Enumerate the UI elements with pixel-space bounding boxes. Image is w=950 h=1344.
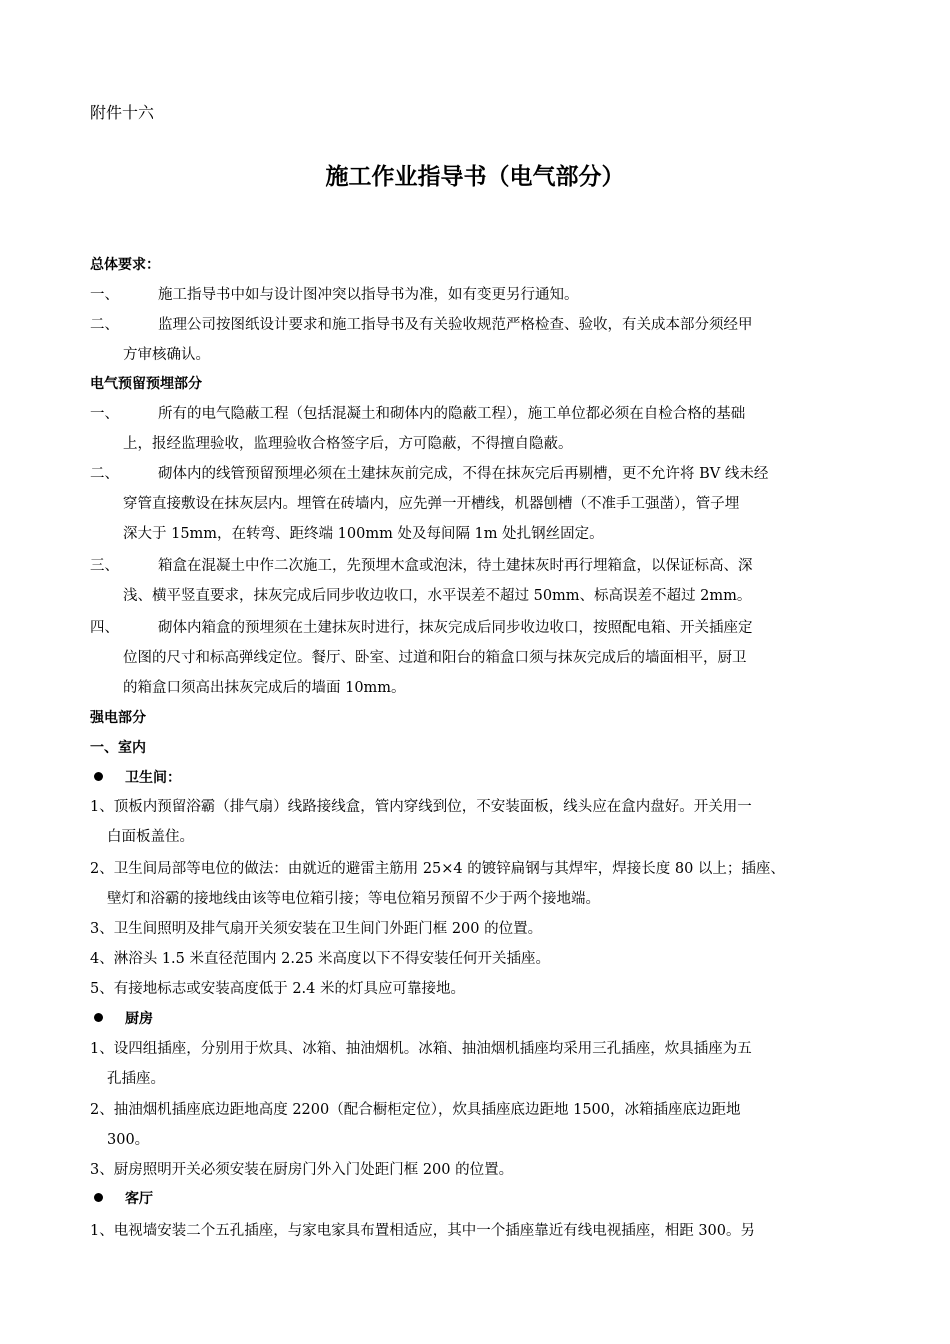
- bathroom-item-3: 3、卫生间照明及排气扇开关须安装在卫生间门外距门框 200 的位置。: [90, 921, 543, 937]
- bathroom-item-2: 2、卫生间局部等电位的做法：由就近的避雷主筋用 25×4 的镀锌扁钢与其焊牢，焊接长度 80 以上；插座、: [90, 861, 785, 877]
- embed-item-2: 二、 砌体内的线管预留预埋必须在土建抹灰前完成，不得在抹灰完后再剔槽，更不允许将 BV 线未经: [90, 466, 769, 482]
- embed-item-3: 三、 箱盒在混凝土中作二次施工，先预埋木盒或泡沫，待土建抹灰时再行埋箱盒，以保证标高、深: [90, 558, 753, 574]
- embed-item-4: 四、 砌体内箱盒的预埋须在土建抹灰时进行，抹灰完成后同步收边收口，按照配电箱、开关插座定: [90, 620, 753, 636]
- general-item-2-cont: 方审核确认。: [123, 347, 210, 363]
- living-item-1: 1、电视墙安装二个五孔插座，与家电家具布置相适应，其中一个插座靠近有线电视插座，相距 300。另: [90, 1223, 756, 1239]
- strong-sub-heading: 一、室内: [90, 740, 146, 756]
- bullet-icon: [94, 1193, 103, 1202]
- embed-item-1-cont: 上，报经监理验收，监理验收合格签字后，方可隐蔽，不得擅自隐蔽。: [123, 436, 573, 452]
- general-item-1: 一、 施工指导书中如与设计图冲突以指导书为准，如有变更另行通知。: [90, 287, 579, 303]
- bathroom-item-1: 1、顶板内预留浴霸（排气扇）线路接线盒，管内穿线到位，不安装面板，线头应在盒内盘好。开关用一: [90, 799, 752, 815]
- bathroom-item-5: 5、有接地标志或安装高度低于 2.4 米的灯具应可靠接地。: [90, 981, 466, 997]
- kitchen-item-2-cont: 300。: [107, 1132, 150, 1148]
- embed-heading: 电气预留预埋部分: [90, 376, 202, 392]
- general-item-2: 二、 监理公司按图纸设计要求和施工指导书及有关验收规范严格检查、验收，有关成本部分须经甲: [90, 317, 753, 333]
- attachment-label: 附件十六: [90, 103, 155, 122]
- bathroom-item-4: 4、淋浴头 1.5 米直径范围内 2.25 米高度以下不得安装任何开关插座。: [90, 951, 551, 967]
- embed-item-3-cont: 浅、横平竖直要求，抹灰完成后同步收边收口，水平误差不超过 50mm、标高误差不超过 2mm。: [123, 588, 752, 604]
- strong-heading: 强电部分: [90, 710, 146, 726]
- embed-item-2-cont: 穿管直接敷设在抹灰层内。埋管在砖墙内，应先弹一开槽线，机器刨槽（不准手工强凿），管子埋: [123, 496, 740, 512]
- living-heading: 客厅: [90, 1189, 153, 1209]
- bullet-icon: [94, 1013, 103, 1022]
- bathroom-item-2-cont: 壁灯和浴霸的接地线由该等电位箱引接；等电位箱另预留不少于两个接地端。: [107, 891, 600, 907]
- document-title: 施工作业指导书（电气部分）: [325, 164, 625, 190]
- embed-item-4-cont2: 的箱盒口须高出抹灰完成后的墙面 10mm。: [123, 680, 406, 696]
- embed-item-2-cont2: 深大于 15mm，在转弯、距终端 100mm 处及每间隔 1m 处扎钢丝固定。: [123, 526, 604, 542]
- embed-item-4-cont: 位图的尺寸和标高弹线定位。餐厅、卧室、过道和阳台的箱盒口须与抹灰完成后的墙面相平，厨卫: [123, 650, 747, 666]
- bathroom-item-1-cont: 白面板盖住。: [107, 829, 194, 845]
- kitchen-item-1: 1、设四组插座，分别用于炊具、冰箱、抽油烟机。冰箱、抽油烟机插座均采用三孔插座，炊具插座为五: [90, 1041, 752, 1057]
- kitchen-item-3: 3、厨房照明开关必须安装在厨房门外入门处距门框 200 的位置。: [90, 1162, 514, 1178]
- embed-item-1: 一、 所有的电气隐蔽工程（包括混凝土和砌体内的隐蔽工程），施工单位都必须在自检合格的基础: [90, 406, 746, 422]
- kitchen-item-1-cont: 孔插座。: [107, 1071, 165, 1087]
- general-heading: 总体要求：: [90, 257, 160, 273]
- bathroom-heading: 卫生间：: [90, 768, 181, 788]
- kitchen-heading: 厨房: [90, 1009, 153, 1029]
- bullet-icon: [94, 772, 103, 781]
- kitchen-item-2: 2、抽油烟机插座底边距地高度 2200（配合橱柜定位），炊具插座底边距地 1500，冰箱插座底边距地: [90, 1102, 741, 1118]
